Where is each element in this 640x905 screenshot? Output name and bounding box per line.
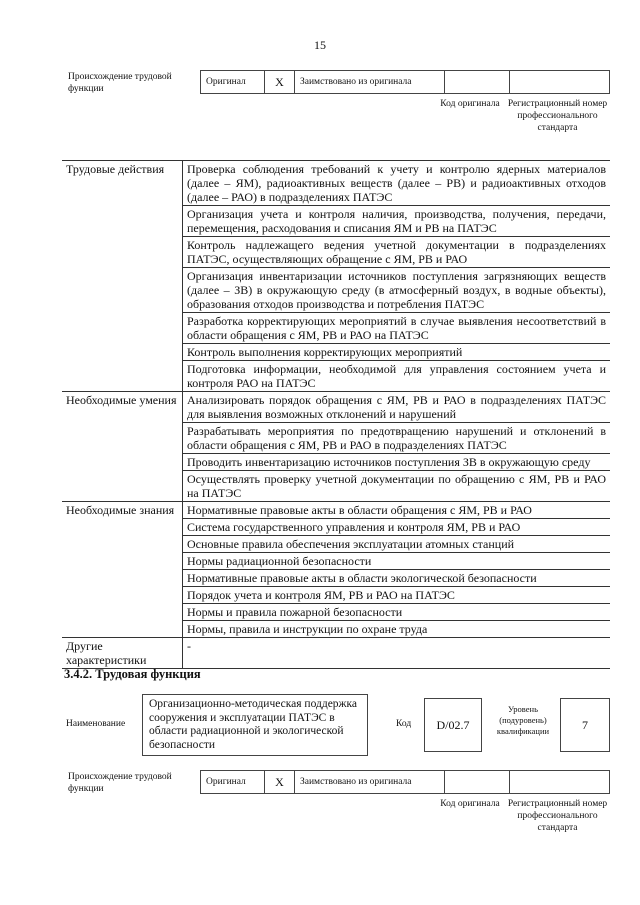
- name-value: Организационно-методическая поддержка сооружения и эксплуатации ПАТЭС в области радиационной и экологической безопасности: [142, 694, 368, 756]
- other-value: -: [187, 639, 191, 653]
- page-number: 15: [314, 38, 326, 52]
- skill-item: Проводить инвентаризацию источников поступления ЗВ в окружающую среду: [183, 454, 610, 471]
- knowledge-item: Нормативные правовые акты в области обращения с ЯМ, РВ и РАО: [183, 502, 610, 519]
- action-item: Подготовка информации, необходимой для управления состоянием учета и контроля РАО на ПАТЭС: [187, 362, 606, 390]
- origin-mark-bottom: X: [265, 771, 295, 793]
- other-label: Другие характеристики: [66, 639, 147, 667]
- level-label: Уровень (подуровень) квалификации: [496, 704, 550, 736]
- code-original-label-bottom: Код оригинала: [440, 799, 500, 809]
- origin-reg-cell: [510, 71, 609, 93]
- origin-box-bottom: [200, 770, 610, 794]
- origin-box: [200, 70, 610, 94]
- origin-borrowed: Заимствовано из оригинала: [295, 71, 445, 93]
- work-function-row: [62, 694, 610, 756]
- knowledge-list: [182, 502, 610, 637]
- level-value: 7: [560, 698, 610, 752]
- code-label: Код: [396, 719, 412, 729]
- knowledge-item: Система государственного управления и контроля ЯМ, РВ и РАО: [183, 519, 610, 536]
- code-value: D/02.7: [424, 698, 482, 752]
- knowledge-item: Основные правила обеспечения эксплуатации атомных станций: [183, 536, 610, 553]
- knowledge-item: Нормы и правила пожарной безопасности: [183, 604, 610, 621]
- origin-borrowed-bottom: Заимствовано из оригинала: [295, 771, 445, 793]
- skill-item: Осуществлять проверку учетной документации по обращению с ЯМ, РВ и РАО на ПАТЭС: [187, 472, 606, 500]
- reg-number-label-bottom: Регистрационный номер профессионального стандарта: [507, 799, 608, 833]
- actions-list: [182, 161, 610, 391]
- skill-item: Анализировать порядок обращения с ЯМ, РВ и РАО в подразделениях ПАТЭС для выявления возможных отклонений и нарушений: [183, 392, 610, 423]
- origin-label-bottom: Происхождение трудовой функции: [68, 772, 172, 794]
- origin-original-bottom: Оригинал: [201, 771, 265, 793]
- skills-row: [62, 391, 610, 501]
- knowledge-item: Нормы радиационной безопасности: [183, 553, 610, 570]
- actions-label: Трудовые действия: [66, 162, 165, 176]
- action-item: Организация учета и контроля наличия, производства, получения, передачи, перемещения, расходования и списания ЯМ и РВ на ПАТЭС: [183, 206, 610, 237]
- knowledge-row: [62, 501, 610, 637]
- section-title: 3.4.2. Трудовая функция: [64, 667, 201, 681]
- reg-number-label: Регистрационный номер профессионального стандарта: [507, 99, 608, 133]
- name-label: Наименование: [66, 719, 126, 729]
- origin-original: Оригинал: [201, 71, 265, 93]
- knowledge-item: Нормативные правовые акты в области экологической безопасности: [183, 570, 610, 587]
- skills-label: Необходимые умения: [66, 393, 177, 407]
- other-row: [62, 637, 610, 669]
- origin-code-cell: [445, 71, 510, 93]
- code-original-label: Код оригинала: [440, 99, 500, 109]
- action-item: Контроль выполнения корректирующих мероприятий: [183, 344, 610, 361]
- action-item: Контроль надлежащего ведения учетной документации в подразделениях ПАТЭС, осуществляющих обращение с ЯМ, РВ и РАО: [183, 237, 610, 268]
- action-item: Разработка корректирующих мероприятий в случае выявления несоответствий в области обращения с ЯМ, РВ и РАО на ПАТЭС: [183, 313, 610, 344]
- actions-row: [62, 160, 610, 391]
- skills-list: [182, 392, 610, 501]
- knowledge-item: Порядок учета и контроля ЯМ, РВ и РАО на ПАТЭС: [183, 587, 610, 604]
- knowledge-label: Необходимые знания: [66, 503, 175, 517]
- origin-label: Происхождение трудовой функции: [68, 72, 172, 94]
- action-item: Организация инвентаризации источников поступления загрязняющих веществ (далее – ЗВ) в окружающую среду (в атмосферный воздух, в водные объекты), образования отходов производства и потребления ПАТЭС: [183, 268, 610, 313]
- work-function-table: [62, 160, 610, 669]
- origin-mark: X: [265, 71, 295, 93]
- action-item: Проверка соблюдения требований к учету и контролю ядерных материалов (далее – ЯМ), радиоактивных веществ (далее – РВ) и радиоактивных отходов (далее – РАО) в подразделениях ПАТЭС: [183, 161, 610, 206]
- other-list: [182, 638, 610, 668]
- skill-item: Разрабатывать мероприятия по предотвращению нарушений и отклонений в области обращения с ЯМ, РВ и РАО в подразделениях ПАТЭС: [183, 423, 610, 454]
- origin-code-cell-bottom: [445, 771, 510, 793]
- origin-reg-cell-bottom: [510, 771, 609, 793]
- knowledge-item: Нормы, правила и инструкции по охране труда: [187, 622, 428, 636]
